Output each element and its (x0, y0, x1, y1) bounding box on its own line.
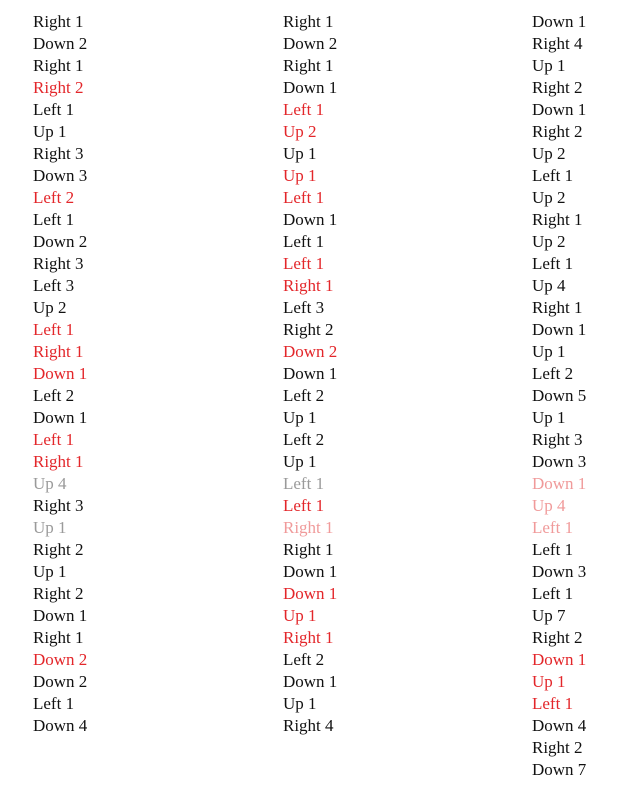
direction-entry: Left 1 (33, 694, 75, 713)
direction-entry: Down 1 (33, 364, 88, 383)
direction-entry: Right 1 (33, 452, 84, 471)
direction-entry: Left 1 (532, 518, 574, 537)
direction-entry: Down 1 (532, 320, 587, 339)
direction-entry: Down 3 (532, 452, 587, 471)
direction-entry: Down 1 (283, 584, 338, 603)
direction-entry: Left 1 (33, 100, 75, 119)
direction-entry: Right 1 (283, 540, 334, 559)
direction-entry: Up 1 (283, 452, 317, 471)
direction-entry: Down 1 (283, 210, 338, 229)
direction-entry: Right 2 (532, 628, 583, 647)
direction-entry: Right 1 (283, 628, 334, 647)
direction-entry: Right 2 (33, 78, 84, 97)
direction-entry: Down 1 (33, 408, 88, 427)
direction-entry: Left 1 (283, 254, 325, 273)
direction-entry: Left 1 (283, 100, 325, 119)
direction-entry: Left 1 (33, 430, 75, 449)
direction-entry: Right 1 (33, 12, 84, 31)
direction-entry: Down 1 (283, 672, 338, 691)
direction-entry: Right 1 (33, 342, 84, 361)
direction-entry: Up 2 (283, 122, 317, 141)
direction-entry: Left 1 (532, 584, 574, 603)
direction-entry: Right 2 (283, 320, 334, 339)
direction-entry: Down 1 (283, 78, 338, 97)
direction-entry: Up 4 (532, 496, 566, 515)
direction-entry: Left 1 (532, 166, 574, 185)
direction-entry: Right 4 (283, 716, 334, 735)
direction-entry: Down 5 (532, 386, 587, 405)
direction-entry: Right 1 (532, 210, 583, 229)
direction-entry: Left 2 (532, 364, 574, 383)
direction-entry: Right 1 (283, 518, 334, 537)
direction-entry: Up 1 (283, 408, 317, 427)
direction-entry: Up 2 (532, 188, 566, 207)
direction-entry: Right 1 (283, 276, 334, 295)
direction-entry: Down 2 (283, 342, 338, 361)
direction-entry: Left 1 (283, 232, 325, 251)
direction-entry: Left 2 (283, 386, 325, 405)
direction-entry: Left 1 (33, 210, 75, 229)
direction-entry: Down 1 (532, 12, 587, 31)
direction-entry: Right 3 (33, 496, 84, 515)
direction-entry: Down 7 (532, 760, 587, 779)
direction-entry: Down 1 (532, 650, 587, 669)
direction-entry: Right 2 (33, 540, 84, 559)
direction-column-3 (532, 11, 586, 781)
direction-entry: Right 4 (532, 34, 583, 53)
direction-entry: Up 1 (532, 408, 566, 427)
direction-entry: Left 2 (283, 650, 325, 669)
direction-column-1 (33, 11, 87, 737)
direction-entry: Up 1 (283, 166, 317, 185)
direction-entry: Left 1 (283, 188, 325, 207)
direction-entry: Down 1 (33, 606, 88, 625)
direction-entry: Down 2 (33, 650, 88, 669)
direction-entry: Up 4 (532, 276, 566, 295)
direction-entry: Left 2 (33, 188, 75, 207)
direction-entry: Left 1 (283, 474, 325, 493)
direction-entry: Up 1 (532, 342, 566, 361)
direction-entry: Down 3 (532, 562, 587, 581)
direction-entry: Right 1 (33, 628, 84, 647)
direction-entry: Left 2 (33, 386, 75, 405)
direction-entry: Left 1 (33, 320, 75, 339)
direction-entry: Right 3 (532, 430, 583, 449)
direction-entry: Down 1 (283, 562, 338, 581)
direction-entry: Down 3 (33, 166, 88, 185)
direction-entry: Down 4 (532, 716, 587, 735)
direction-entry: Up 4 (33, 474, 67, 493)
direction-entry: Up 2 (33, 298, 67, 317)
direction-entry: Right 1 (33, 56, 84, 75)
direction-entry: Up 2 (532, 232, 566, 251)
direction-entry: Up 7 (532, 606, 566, 625)
direction-entry: Right 2 (532, 78, 583, 97)
direction-entry: Right 1 (283, 12, 334, 31)
direction-entry: Right 1 (283, 56, 334, 75)
direction-entry: Left 1 (532, 694, 574, 713)
direction-entry: Down 2 (33, 232, 88, 251)
direction-entry: Down 4 (33, 716, 88, 735)
direction-entry: Left 3 (33, 276, 75, 295)
direction-entry: Right 2 (33, 584, 84, 603)
direction-entry: Down 2 (33, 672, 88, 691)
direction-entry: Left 1 (532, 540, 574, 559)
direction-entry: Left 1 (532, 254, 574, 273)
direction-entry: Left 1 (283, 496, 325, 515)
direction-entry: Down 2 (283, 34, 338, 53)
direction-entry: Left 3 (283, 298, 325, 317)
direction-entry: Right 3 (33, 144, 84, 163)
direction-entry: Right 3 (33, 254, 84, 273)
direction-entry: Down 1 (532, 474, 587, 493)
direction-entry: Up 1 (33, 518, 67, 537)
direction-entry: Right 2 (532, 122, 583, 141)
direction-entry: Up 1 (283, 694, 317, 713)
direction-entry: Up 1 (33, 562, 67, 581)
direction-entry: Up 1 (532, 672, 566, 691)
direction-entry: Right 2 (532, 738, 583, 757)
direction-entry: Down 1 (532, 100, 587, 119)
direction-entry: Down 1 (283, 364, 338, 383)
direction-entry: Up 1 (33, 122, 67, 141)
direction-column-2 (283, 11, 337, 737)
direction-entry: Down 2 (33, 34, 88, 53)
direction-entry: Up 1 (532, 56, 566, 75)
direction-entry: Up 1 (283, 606, 317, 625)
direction-entry: Up 2 (532, 144, 566, 163)
direction-entry: Left 2 (283, 430, 325, 449)
direction-entry: Right 1 (532, 298, 583, 317)
direction-entry: Up 1 (283, 144, 317, 163)
